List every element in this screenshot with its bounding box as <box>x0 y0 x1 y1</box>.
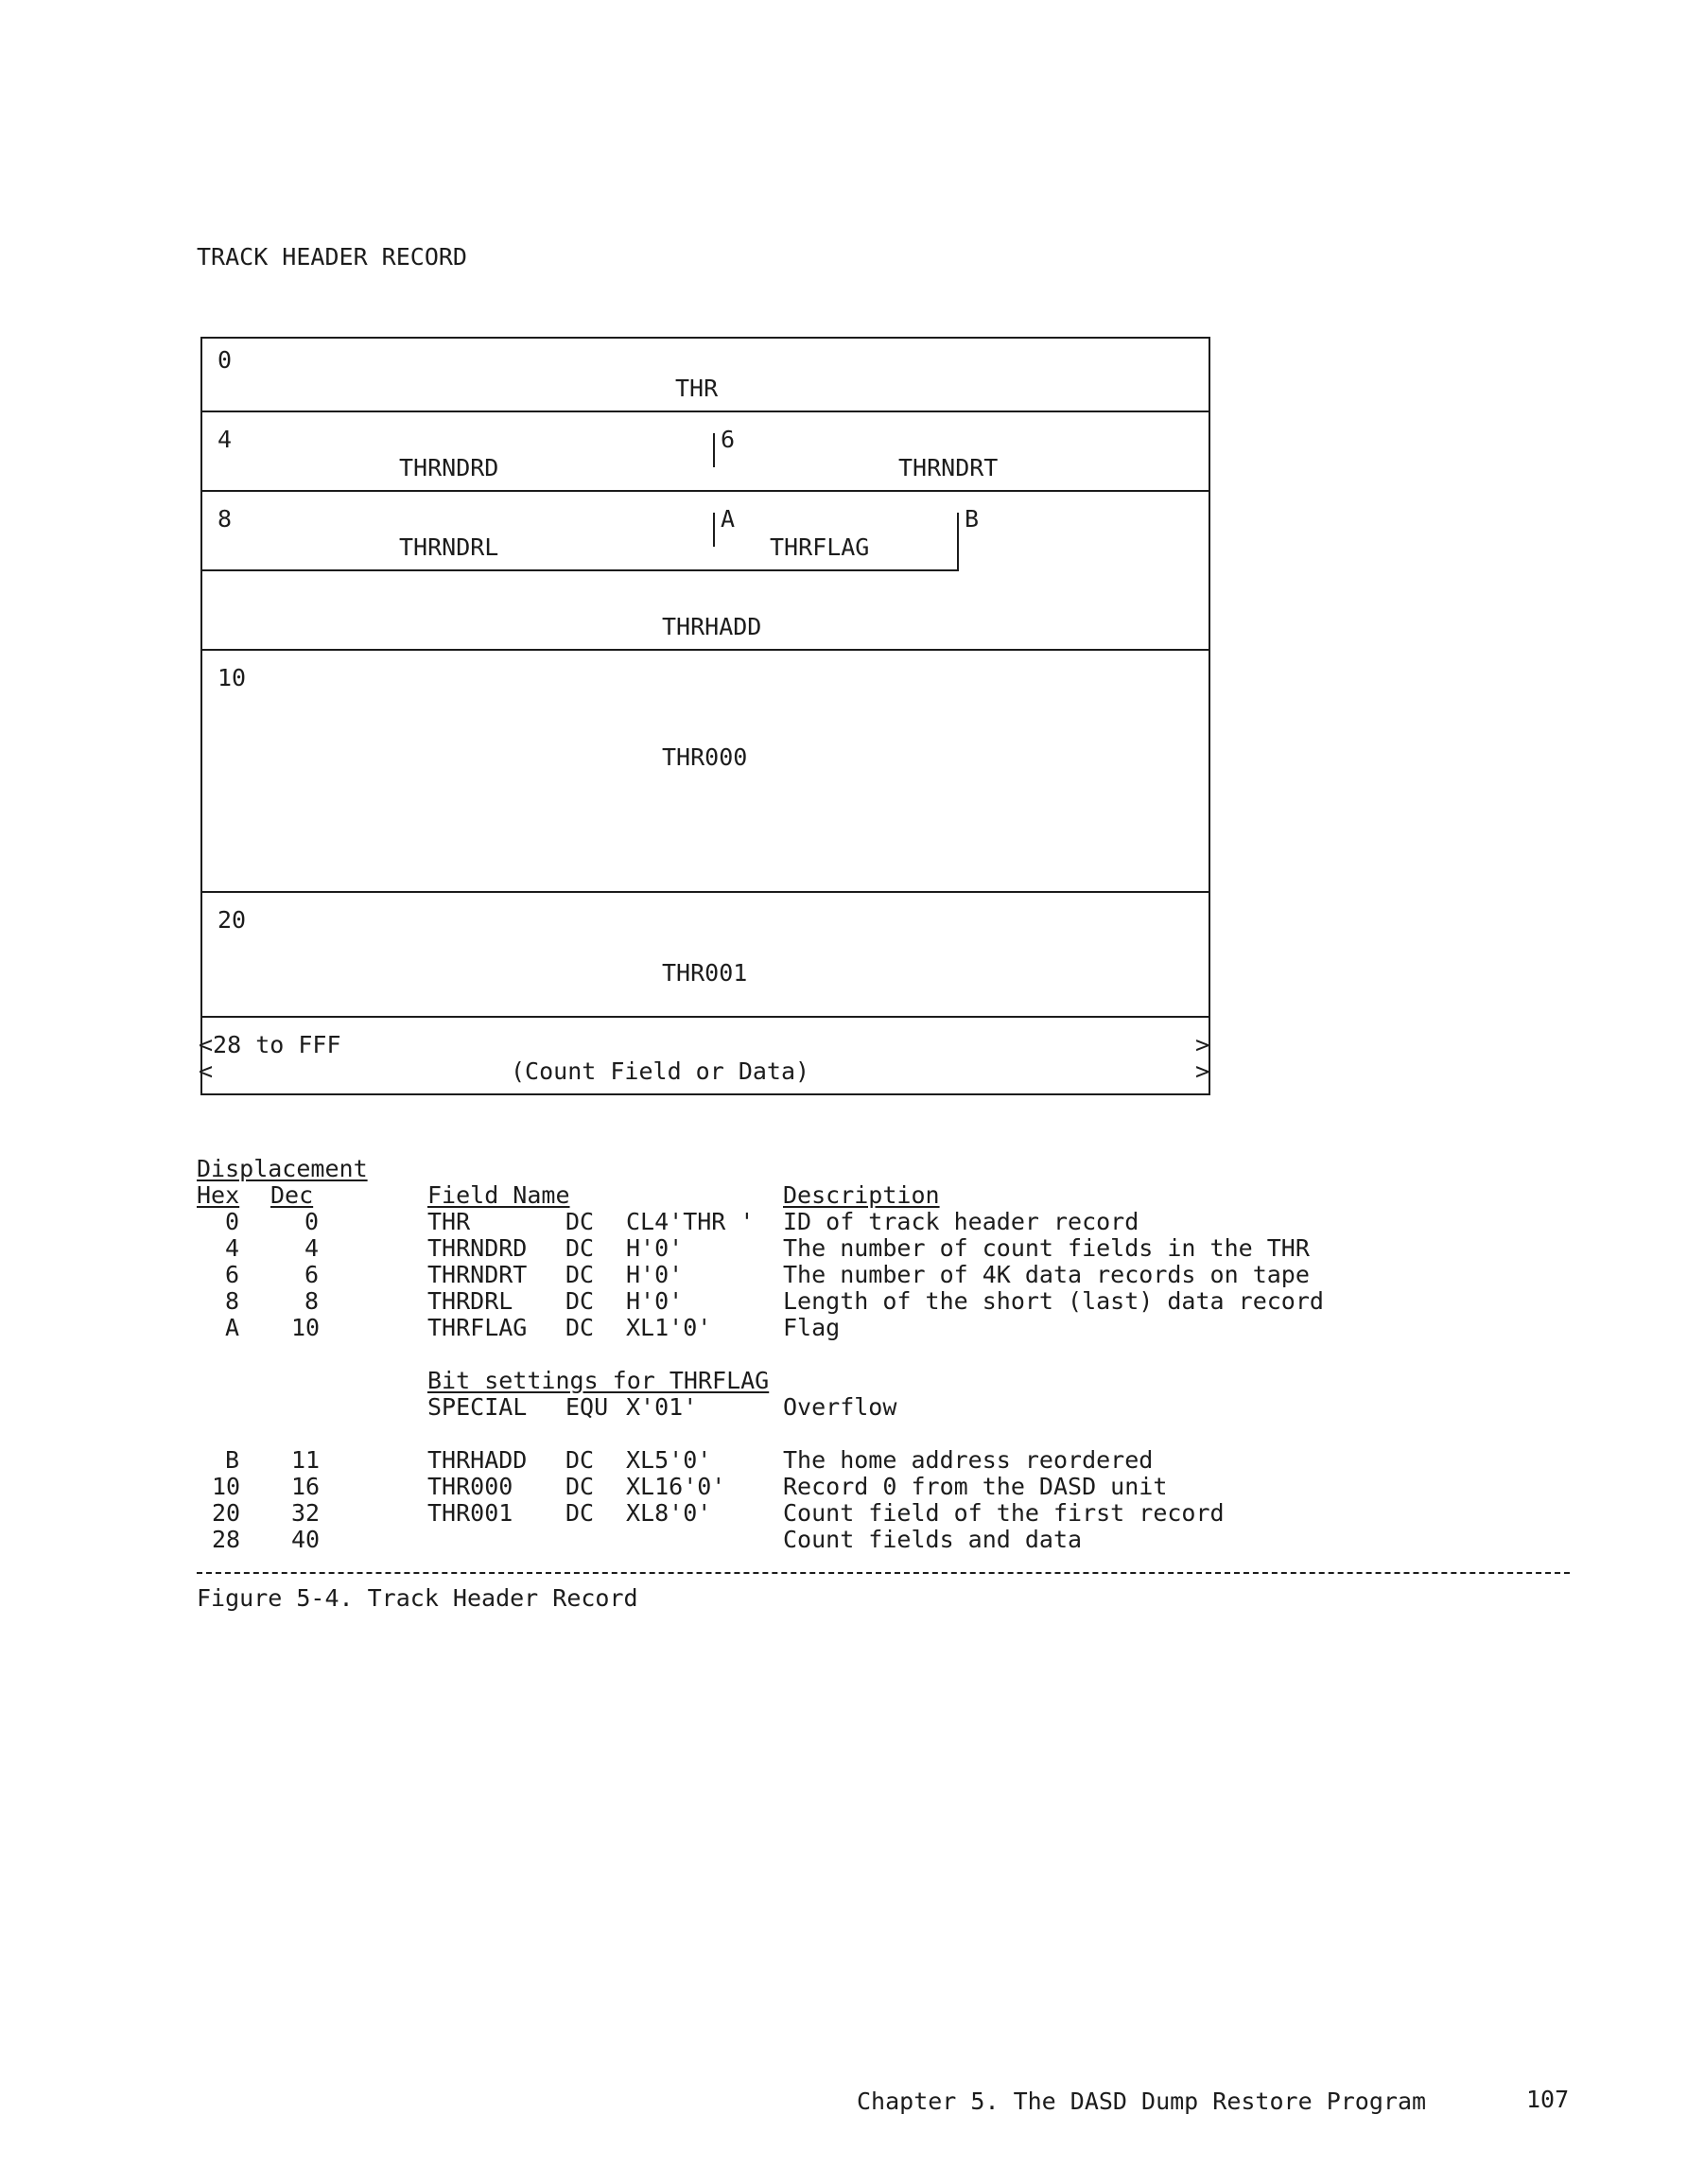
cell-dec: 16 <box>291 1473 321 1500</box>
cell-hex: A <box>225 1314 240 1341</box>
record-layout-diagram <box>200 337 1210 1095</box>
cell-value: XL16'0' <box>626 1473 726 1500</box>
cell-dec: 32 <box>291 1499 321 1527</box>
cell-dec: 4 <box>304 1234 320 1262</box>
cell-dc: DC <box>565 1446 595 1474</box>
cell-value: XL1'0' <box>626 1314 712 1341</box>
cell-dc: DC <box>565 1234 595 1262</box>
cell-hex: 6 <box>225 1261 240 1288</box>
cell-dc: DC <box>565 1261 595 1288</box>
bit-setting-op: EQU <box>565 1393 609 1421</box>
cell-dc: DC <box>565 1314 595 1341</box>
bit-setting-name: SPECIAL <box>427 1393 528 1421</box>
cell-description: Flag <box>783 1314 841 1341</box>
offset-label: 10 <box>217 664 247 691</box>
row-divider <box>202 411 1209 412</box>
field-cell-thr000: THR000 <box>662 743 748 771</box>
cell-value: XL5'0' <box>626 1446 712 1474</box>
offset-label: 6 <box>721 426 736 453</box>
cell-name: THR <box>427 1208 471 1235</box>
cell-value: CL4'THR ' <box>626 1208 755 1235</box>
cell-dec: 6 <box>304 1261 320 1288</box>
field-cell-thr001: THR001 <box>662 959 748 987</box>
cell-name: THR001 <box>427 1499 513 1527</box>
offset-label: <28 to FFF <box>199 1031 341 1058</box>
header-description: Description <box>783 1181 940 1209</box>
field-cell-thrflag: THRFLAG <box>770 533 870 561</box>
cell-dc: DC <box>565 1287 595 1315</box>
cell-value: H'0' <box>626 1287 684 1315</box>
header-hex: Hex <box>197 1181 240 1209</box>
header-field-name: Field Name <box>427 1181 570 1209</box>
arrow-right: > <box>1195 1031 1210 1058</box>
cell-divider <box>713 433 715 467</box>
row-divider <box>202 490 1209 492</box>
cell-description: Length of the short (last) data record <box>783 1287 1324 1315</box>
cell-description: Count fields and data <box>783 1526 1083 1553</box>
cell-value: H'0' <box>626 1234 684 1262</box>
cell-hex: 28 <box>212 1526 241 1553</box>
header-displacement: Displacement <box>197 1155 368 1182</box>
cell-dc: DC <box>565 1499 595 1527</box>
section-divider <box>197 1572 1570 1574</box>
cell-divider <box>713 513 715 547</box>
field-cell-thrndrd: THRNDRD <box>399 454 499 481</box>
cell-hex: 4 <box>225 1234 240 1262</box>
offset-label: 4 <box>217 426 233 453</box>
row-divider <box>202 569 959 571</box>
cell-description: Count field of the first record <box>783 1499 1225 1527</box>
field-cell-thrndrt: THRNDRT <box>898 454 999 481</box>
cell-description: The home address reordered <box>783 1446 1154 1474</box>
row-divider <box>202 1016 1209 1018</box>
cell-dc: DC <box>565 1208 595 1235</box>
page-title: TRACK HEADER RECORD <box>197 243 467 271</box>
cell-value: H'0' <box>626 1261 684 1288</box>
cell-hex: B <box>225 1446 240 1474</box>
page-number: 107 <box>1526 2086 1570 2113</box>
cell-name: THRNDRD <box>427 1234 528 1262</box>
field-cell-count-data: (Count Field or Data) <box>511 1057 810 1085</box>
cell-description: The number of 4K data records on tape <box>783 1261 1310 1288</box>
field-cell-thrhadd: THRHADD <box>662 613 762 640</box>
offset-label: B <box>965 505 980 533</box>
cell-dec: 11 <box>291 1446 321 1474</box>
cell-hex: 0 <box>225 1208 240 1235</box>
cell-dec: 40 <box>291 1526 321 1553</box>
cell-divider <box>957 513 959 569</box>
arrow-left: < <box>199 1057 214 1085</box>
cell-description: Record 0 from the DASD unit <box>783 1473 1168 1500</box>
row-divider <box>202 891 1209 893</box>
cell-hex: 10 <box>212 1473 241 1500</box>
cell-description: The number of count fields in the THR <box>783 1234 1310 1262</box>
cell-hex: 8 <box>225 1287 240 1315</box>
cell-name: THRDRL <box>427 1287 513 1315</box>
cell-hex: 20 <box>212 1499 241 1527</box>
offset-label: 8 <box>217 505 233 533</box>
cell-name: THRHADD <box>427 1446 528 1474</box>
offset-label: 0 <box>217 346 233 374</box>
field-cell-thr: THR <box>675 375 719 402</box>
header-dec: Dec <box>270 1181 314 1209</box>
cell-name: THRFLAG <box>427 1314 528 1341</box>
row-divider <box>202 649 1209 651</box>
cell-dec: 10 <box>291 1314 321 1341</box>
field-cell-thrndrl: THRNDRL <box>399 533 499 561</box>
cell-dc: DC <box>565 1473 595 1500</box>
cell-name: THR000 <box>427 1473 513 1500</box>
cell-value: XL8'0' <box>626 1499 712 1527</box>
bit-setting-value: X'01' <box>626 1393 698 1421</box>
figure-caption: Figure 5-4. Track Header Record <box>197 1584 638 1612</box>
chapter-footer: Chapter 5. The DASD Dump Restore Program <box>857 2088 1427 2115</box>
arrow-right: > <box>1195 1057 1210 1085</box>
bit-setting-description: Overflow <box>783 1393 897 1421</box>
bit-settings-heading: Bit settings for THRFLAG <box>427 1367 770 1394</box>
cell-dec: 8 <box>304 1287 320 1315</box>
cell-dec: 0 <box>304 1208 320 1235</box>
cell-description: ID of track header record <box>783 1208 1139 1235</box>
cell-name: THRNDRT <box>427 1261 528 1288</box>
offset-label: A <box>721 505 736 533</box>
offset-label: 20 <box>217 906 247 934</box>
